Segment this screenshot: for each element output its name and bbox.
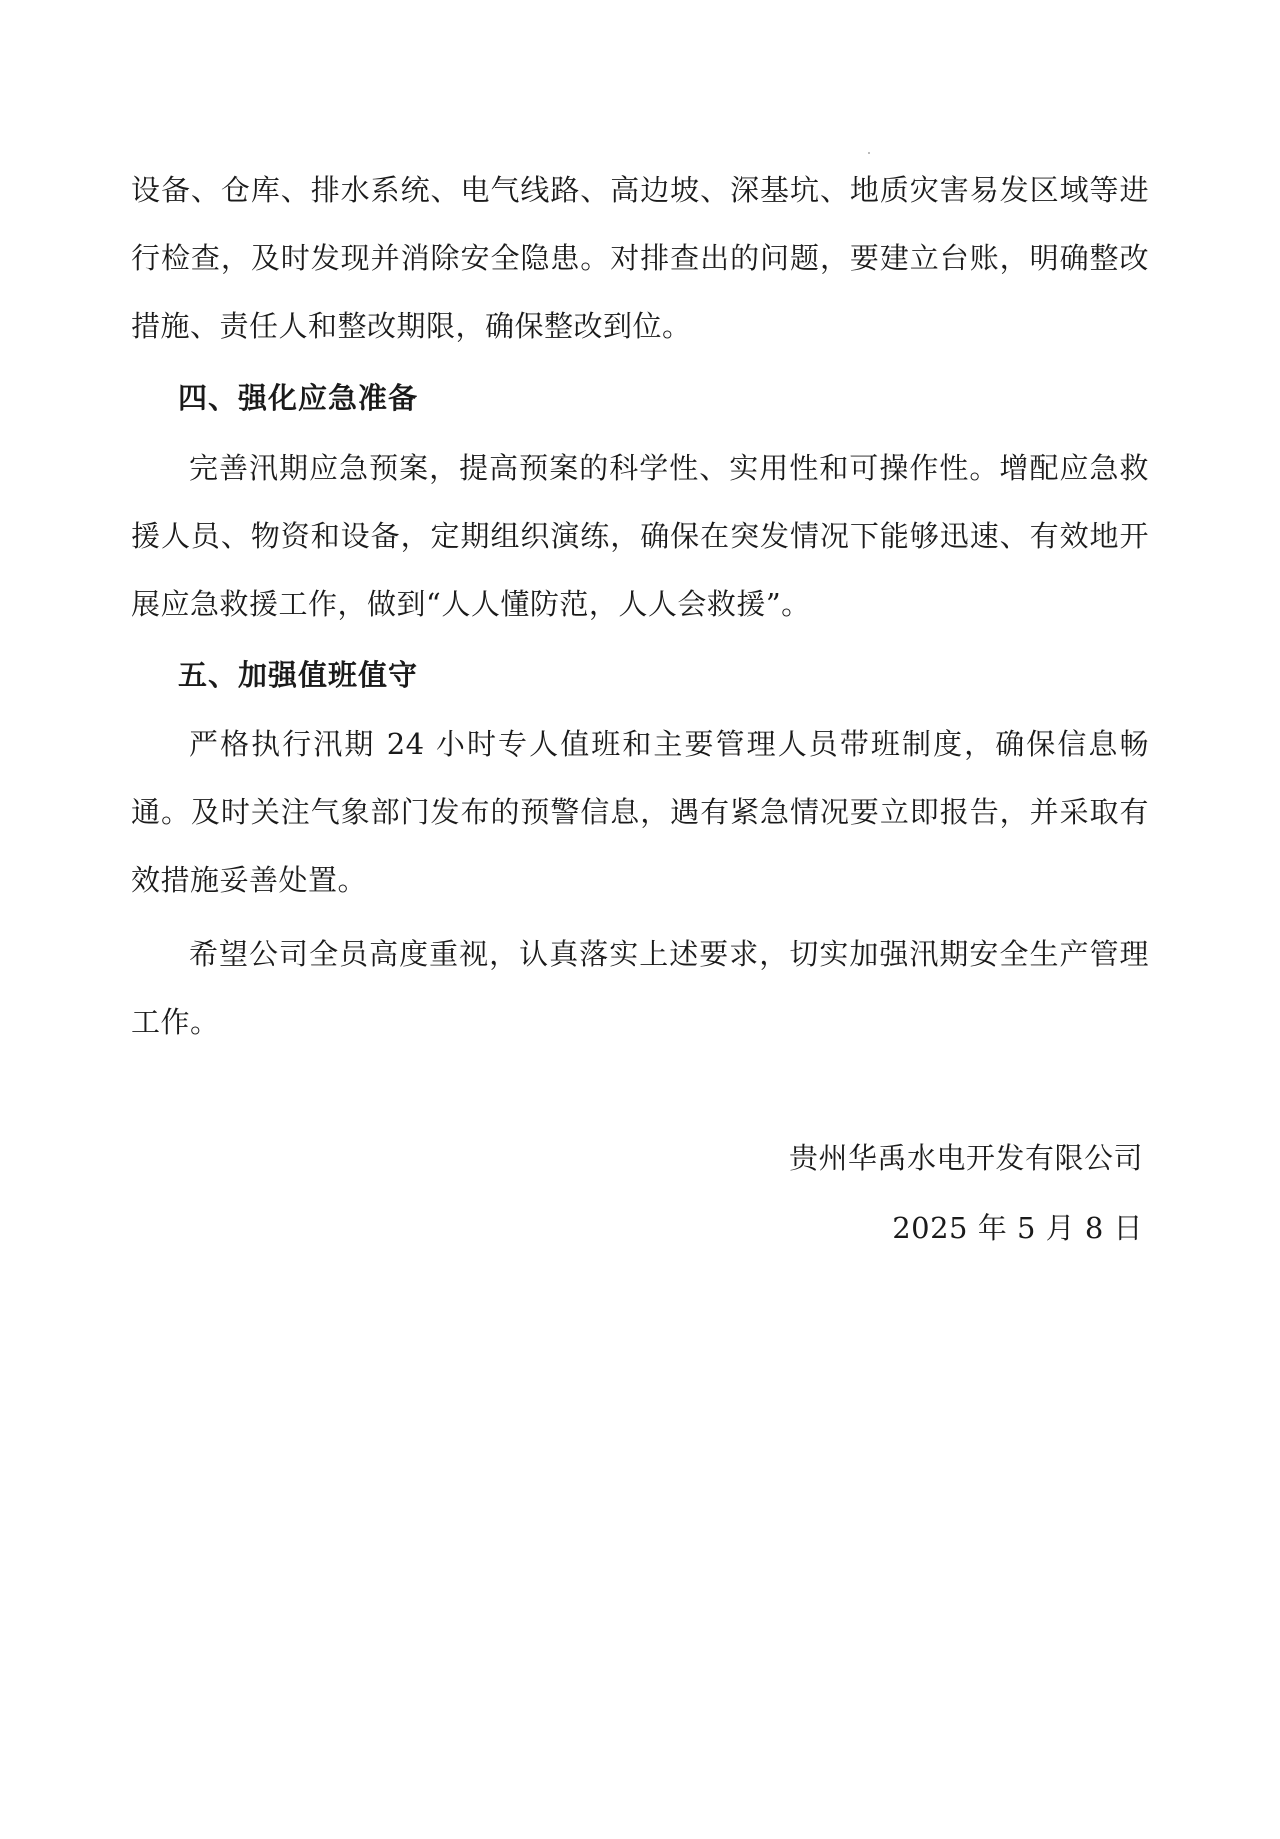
closing-paragraph: 希望公司全员高度重视，认真落实上述要求，切实加强汛期安全生产管理工作。 [131, 937, 1149, 1039]
section-4-heading: 四、强化应急准备 [178, 381, 419, 415]
section-4-body: 完善汛期应急预案，提高预案的科学性、实用性和可操作性。增配应急救援人员、物资和设备，定期组织演练，确保在突发情况下能够迅速、有效地开展应急救援工作，做到“人人懂防范，人人会救援”。 [131, 451, 1149, 621]
paragraph-continued: 设备、仓库、排水系统、电气线路、高边坡、深基坑、地质灾害易发区域等进行检查，及时发现并消除安全隐患。对排查出的问题，要建立台账，明确整改措施、责任人和整改期限，确保整改到位。 [131, 173, 1149, 343]
section-5-body: 严格执行汛期 24 小时专人值班和主要管理人员带班制度，确保信息畅通。及时关注气象部门发布的预警信息，遇有紧急情况要立即报告，并采取有效措施妥善处置。 [131, 727, 1149, 897]
signature-date: 2025 年 5 月 8 日 [892, 1211, 1143, 1245]
section-5-heading: 五、加强值班值守 [178, 658, 419, 692]
signature-company: 贵州华禹水电开发有限公司 [788, 1141, 1143, 1175]
scan-speck [868, 152, 870, 154]
